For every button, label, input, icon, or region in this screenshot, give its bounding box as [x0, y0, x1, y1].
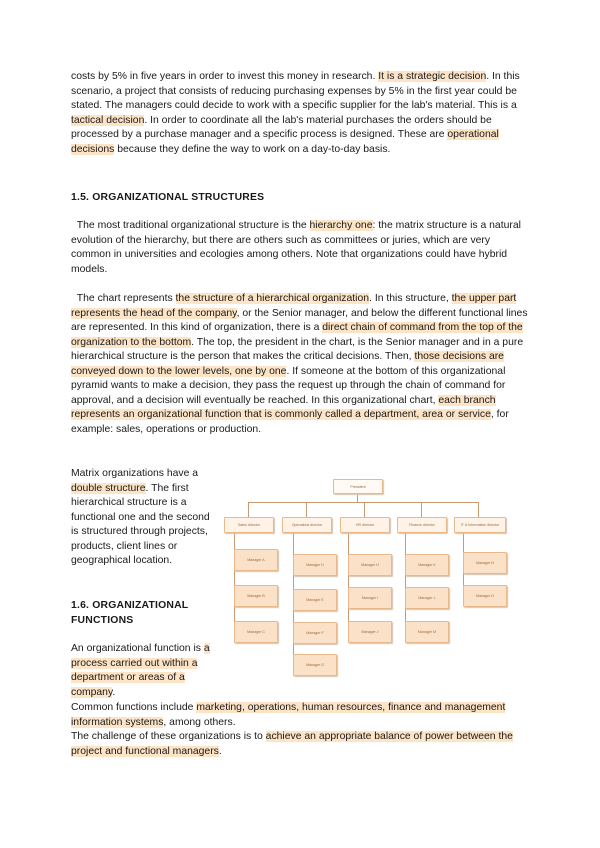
org-box-manager: Manager D [293, 554, 337, 576]
org-box-department: Sales director [224, 517, 274, 533]
org-box-manager: Manager E [293, 589, 337, 611]
highlight-head-of-company: the upper part represents the head of the company [71, 293, 517, 319]
highlight-operational-decisions: operational decisions [71, 129, 499, 155]
org-box-manager: Manager K [405, 554, 449, 576]
org-box-manager: Manager M [405, 621, 449, 643]
highlight-strategic-decision: It is a strategic decision [378, 71, 487, 82]
paragraph-common-functions: Common functions include marketing, operations, human resources, finance and management information systems, among others. [71, 702, 506, 728]
org-box-manager: Manager C [234, 621, 278, 643]
org-box-president: President [333, 479, 383, 494]
highlight-chain-of-command: direct chain of command from the top of the organization to the bottom [71, 322, 523, 348]
org-box-manager: Manager N [463, 552, 507, 574]
org-box-manager: Manager B [234, 585, 278, 607]
org-box-manager: Manager L [405, 587, 449, 609]
org-box-manager: Manager H [348, 554, 392, 576]
connector [478, 502, 479, 517]
paragraph-challenge: The challenge of these organizations is to achieve an appropriate balance of power between the project and functional managers. [71, 731, 513, 757]
paragraph-matrix: Matrix organizations have a double structure. The first hierarchical structure is a functional one and the second is structured through projects, products, client lines or geographical location. [71, 468, 210, 566]
highlight-balance-of-power: achieve an appropriate balance of power between the project and functional managers [71, 731, 513, 757]
highlight-decisions-conveyed: those decisions are conveyed down to the lower levels, one by one [71, 351, 504, 377]
org-box-manager: Manager O [463, 585, 507, 607]
org-box-department: Finance director [397, 517, 447, 533]
paragraph-hierarchy: The most traditional organizational structure is the hierarchy one: the matrix structure is a natural evolution of the hierarchy, but there are others such as committees or juries, which are very common in universities and ecologies among others. Note that organizations could have hybrid models. [71, 220, 521, 275]
connector [348, 531, 349, 633]
org-box-department: Operations director [282, 517, 332, 533]
paragraph-function-definition: An organizational function is a process carried out within a department or areas of a company. [71, 643, 210, 698]
highlight-functions-list: marketing, operations, human resources, finance and management information systems [71, 702, 506, 728]
org-box-manager: Manager I [348, 587, 392, 609]
heading-organizational-functions: 1.6. ORGANIZATIONAL FUNCTIONS [71, 600, 189, 626]
connector [306, 502, 307, 517]
connector [405, 531, 406, 633]
org-box-manager: Manager F [293, 622, 337, 644]
highlight-double-structure: double structure [71, 482, 146, 494]
highlight-hierarchy-one: hierarchy one [309, 220, 373, 231]
paragraph-decisions: costs by 5% in five years in order to invest this money in research. It is a strategic decision. In this scenario, a project that consists of reducing purchasing expenses by 5% in the first year could be stated. The managers could decide to work with a specific supplier for the lab's material. This is a tactical decision. In order to coordinate all the lab's material purchases the orders should be processed by a purchase manager and a specific process is designed. These are operational decisions because they define the way to work on a day-to-day basis. [71, 71, 520, 155]
connector [234, 531, 235, 633]
org-box-manager: Manager J [348, 621, 392, 643]
connector [364, 502, 365, 517]
highlight-branch-function: each branch represents an organizational function that is commonly called a department, area or service [71, 394, 496, 420]
connector [421, 502, 422, 517]
paragraph-chart-description: The chart represents the structure of a hierarchical organization. In this structure, the upper part represents the head of the company, or the Senior manager, and below the different functional lines are represented. In this kind of organization, there is a direct chain of command from the top of the organization to the bottom. The top, the president in the chart, is the Senior manager and in a pure hierarchical structure is the person that makes the critical decisions. Then, those decisions are conveyed down to the lower levels, one by one. If someone at the bottom of this organizational pyramid wants to make a decision, they pass the request up through the chain of command for approval, and a decision will eventually be reached. In this organizational chart, each branch represents an organizational function that is commonly called a department, area or service, for example: sales, operations or production. [71, 293, 528, 435]
org-chart [220, 472, 530, 677]
org-box-department: HR director [340, 517, 390, 533]
heading-organizational-structures: 1.5. ORGANIZATIONAL STRUCTURES [71, 192, 265, 203]
org-box-manager: Manager G [293, 654, 337, 676]
highlight-hierarchical-structure: the structure of a hierarchical organization [175, 293, 370, 304]
highlight-tactical-decision: tactical decision [71, 114, 145, 126]
org-box-department: IT & Information director [454, 517, 506, 533]
org-box-manager: Manager A [234, 549, 278, 571]
connector [248, 502, 249, 517]
highlight-function-process: a process carried out within a department or areas of a company [71, 643, 210, 698]
